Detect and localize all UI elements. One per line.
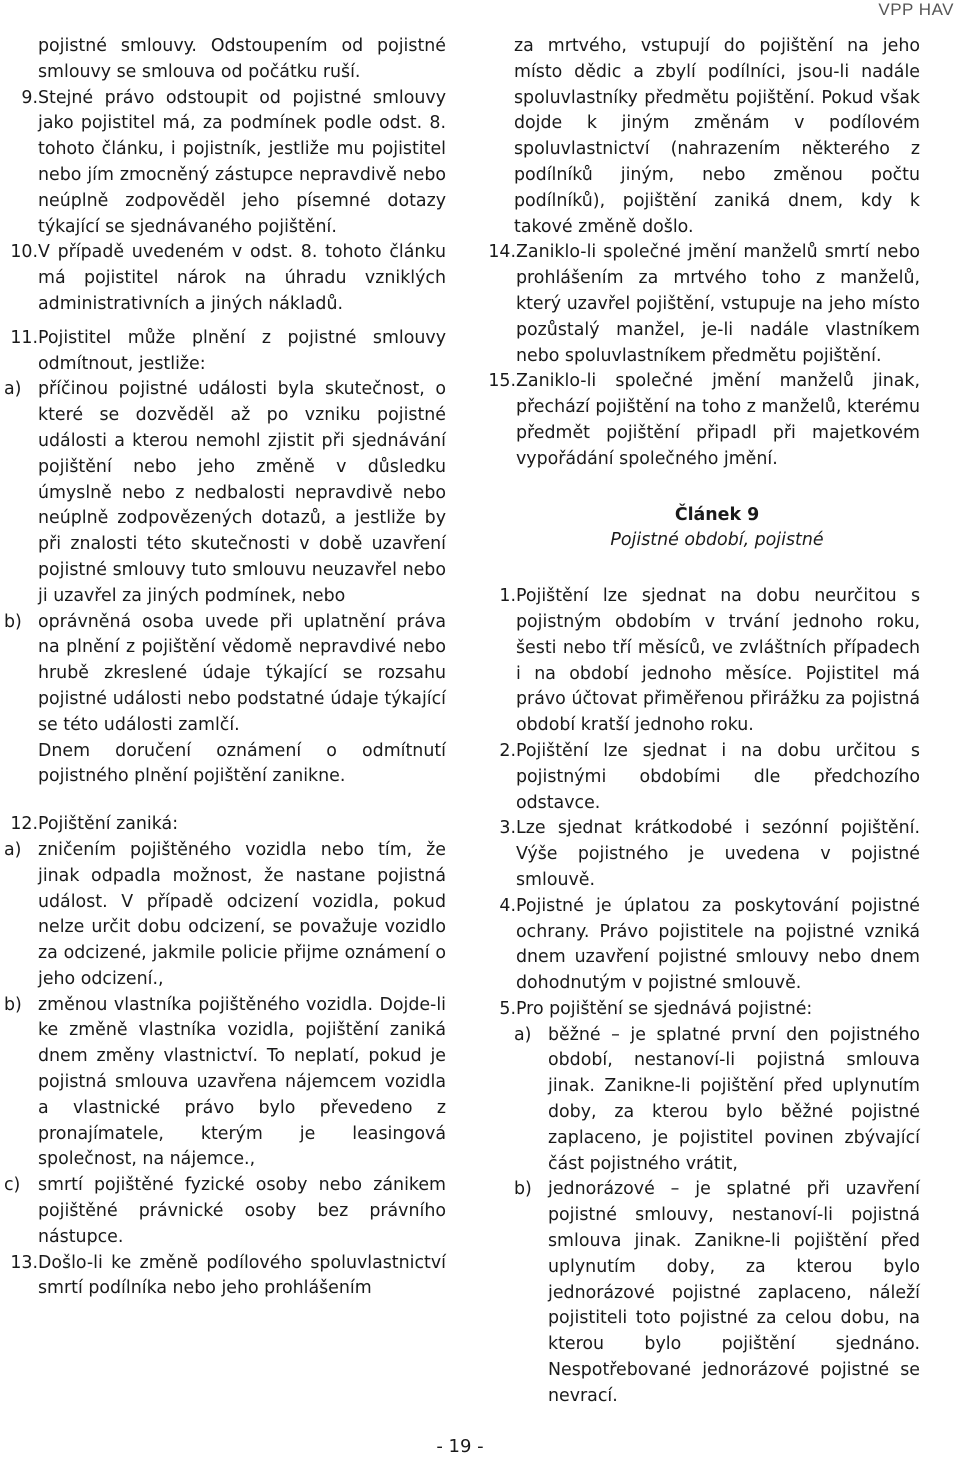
article-subtitle: Pojistné období, pojistné <box>610 530 824 551</box>
clause-11-a <box>4 377 446 609</box>
sub-label: a) <box>4 379 22 400</box>
clause-11-b <box>4 610 446 739</box>
clause-12-b <box>4 993 446 1174</box>
page-number: - 19 - <box>436 1436 484 1457</box>
clause-14 <box>480 240 920 369</box>
clause-number: 15. <box>488 371 516 392</box>
article-clause-5-a <box>480 1023 920 1178</box>
clause-number: 10. <box>10 242 38 263</box>
sub-label: b) <box>4 611 22 632</box>
left-column <box>4 34 446 1302</box>
sub-text: oprávněná osoba uvede při uplatnění práva na plnění z pojištění vědomě nepravdivé nebo hrubě zkreslené údaje týkající se rozsahu pojistné události nebo podstatné údaje týkající se této události zamlčí. <box>38 611 446 735</box>
clause-text: Pro pojištění se sjednává pojistné: <box>516 998 813 1019</box>
clause-text: Pojištění lze sjednat na dobu neurčitou s pojistným obdobím v trvání jednoho roku, šesti nebo tří měsíců, ve zvláštních případech i na období jednoho měsíce. Pojistitel má právo účtovat přiměřenou přirážku za pojistná období kratší jednoho roku. <box>516 586 920 736</box>
clause-text: Zaniklo-li společné jmění manželů jinak, přechází pojištění na toho z manželů, kterému předmět pojištění připadl při majetkovém vypořádání společného jmění. <box>516 371 920 469</box>
clause-number: 11. <box>10 327 38 348</box>
clause-text: Pojištění lze sjednat i na dobu určitou s pojistnými obdobími dle předchozího odstavce. <box>516 740 920 813</box>
clause-12 <box>4 812 446 838</box>
clause-text: V případě uvedeném v odst. 8. tohoto článku má pojistitel nárok na úhradu vzniklých administrativních a jiných nákladů. <box>38 242 446 314</box>
clause-10 <box>4 240 446 317</box>
article-clause-4 <box>480 894 920 997</box>
sub-label: c) <box>4 1175 21 1196</box>
sub-text: běžné – je splatné první den pojistného období, nestanoví-li pojistná smlouva jinak. Zanikne-li pojištění před uplynutím doby, za kterou bylo běžné pojistné zaplaceno, je pojistitel povinen zbývající část pojistného vrátit, <box>548 1024 920 1174</box>
article-clause-2 <box>480 739 920 816</box>
clause-text: Lze sjednat krátkodobé i sezónní pojištění. Výše pojistného je uvedena v pojistné smlouvě. <box>516 818 920 890</box>
clause-number: 1. <box>499 586 516 607</box>
clause-text: Došlo-li ke změně podílového spoluvlastnictví smrtí podílníka nebo jeho prohlášením <box>38 1252 446 1299</box>
clause-number: 5. <box>499 998 516 1019</box>
sub-label: a) <box>514 1024 532 1045</box>
sub-label: b) <box>4 994 22 1015</box>
sub-text: změnou vlastníka pojištěného vozidla. Dojde-li ke změně vlastníka vozidla, pojištění zaniká dnem změny vlastnictví. To neplatí, pokud je pojistná smlouva uzavřena nájemcem vozidla a vlastnické právo bylo převedeno z pronajímatele, kterým je leasingová společnost, na nájemce., <box>38 994 446 1170</box>
page-header: VPP HAV <box>878 0 954 19</box>
article-clause-1 <box>480 584 920 739</box>
sub-text: příčinou pojistné události byla skutečnost, o které se dozvěděl až po vzniku pojistné události a kterou nemohl zjistit při sjednávání pojištění nebo jeho změně v důsledku úmyslně nebo z nedbalosti nepravdivě nebo neúplně zodpovězených dotazů, a jestliže by při znalosti této skutečnosti v době uzavření pojistné smlouvy tuto smlouvu neuzavřel nebo ji uzavřel za jiných podmínek, nebo <box>38 379 446 606</box>
article-clause-3 <box>480 816 920 893</box>
sub-text: smrtí pojištěné fyzické osoby nebo zánikem pojištěné právnické osoby bez právního nástupce. <box>38 1175 446 1247</box>
clause-15 <box>480 369 920 472</box>
clause-11-closing: Dnem doručení oznámení o odmítnutí pojistného plnění pojištění zanikne. <box>38 740 446 787</box>
sub-label: a) <box>4 839 22 860</box>
sub-label: b) <box>514 1179 532 1200</box>
sub-text: jednorázové – je splatné při uzavření pojistné smlouvy, nestanoví-li pojistná smlouva jinak. Zanikne-li pojištění před uplynutím doby, za kterou bylo jednorázové pojistné zaplaceno, náleží pojistiteli toto pojistné za celou dobu, na kterou bylo pojištění sjednáno. Nespotřebované jednorázové pojistné se nevrací. <box>548 1179 920 1406</box>
clause-number: 14. <box>488 242 516 263</box>
clause-9 <box>4 86 446 241</box>
clause-text: Pojistné je úplatou za poskytování pojistné ochrany. Právo pojistitele na pojistné vzniká dnem uzavření pojistné smlouvy nebo dnem dohodnutým v pojistné smlouvě. <box>516 895 920 994</box>
clause-number: 2. <box>499 740 516 761</box>
clause-number: 4. <box>499 895 516 916</box>
clause-text: Stejné právo odstoupit od pojistné smlouvy jako pojistitel má, za podmínek podle odst. 8. tohoto článku, i pojistník, jestliže mu pojistitel nebo jím zmocněný zástupce nepravdivě nebo neúplně zodpověděl jeho písemné dotazy týkající se sjednávaného pojištění. <box>38 87 446 237</box>
clause-13 <box>4 1251 446 1303</box>
clause-text: Pojistitel může plnění z pojistné smlouvy odmítnout, jestliže: <box>38 327 446 374</box>
clause-text: Pojištění zaniká: <box>38 814 179 835</box>
right-column <box>480 34 920 1410</box>
article-clause-5-b <box>480 1177 920 1409</box>
sub-text: zničením pojištěného vozidla nebo tím, že jinak odpadla možnost, že nastane pojistná událost. V případě odcizení vozidla, pokud nelze určit dobu odcizení, se považuje vozidlo za odcizené, jakmile policie přijme oznámení o jeho odcizení., <box>38 839 446 989</box>
clause-number: 12. <box>10 814 38 835</box>
paragraph-continuation: pojistné smlouvy. Odstoupením od pojistné smlouvy se smlouva od počátku ruší. <box>38 36 446 82</box>
clause-11 <box>4 326 446 378</box>
paragraph-continuation: za mrtvého, vstupují do pojištění na jeho místo dědic a zbylí podílníci, jsou-li nadále spoluvlastníky předmětu pojištění. Pokud však dojde k jiným změnám v podílovém spoluvlastnictví (nahrazením některého z podílníků jiným, nebo změnou počtu podílníků), pojištění zaniká dnem, kdy k takové změně došlo. <box>514 36 920 237</box>
clause-12-a <box>4 838 446 993</box>
clause-number: 3. <box>499 818 516 839</box>
clause-text: Zaniklo-li společné jmění manželů smrtí nebo prohlášením za mrtvého toho z manželů, který uzavřel pojištění, vstupuje na jeho místo pozůstalý manžel, je-li nadále vlastníkem nebo spoluvlastníkem předmětu pojištění. <box>516 242 920 366</box>
article-clause-5 <box>480 997 920 1023</box>
clause-number: 13. <box>10 1252 38 1273</box>
clause-number: 9. <box>21 87 38 108</box>
clause-12-c <box>4 1173 446 1250</box>
article-title: Článek 9 <box>674 504 760 525</box>
